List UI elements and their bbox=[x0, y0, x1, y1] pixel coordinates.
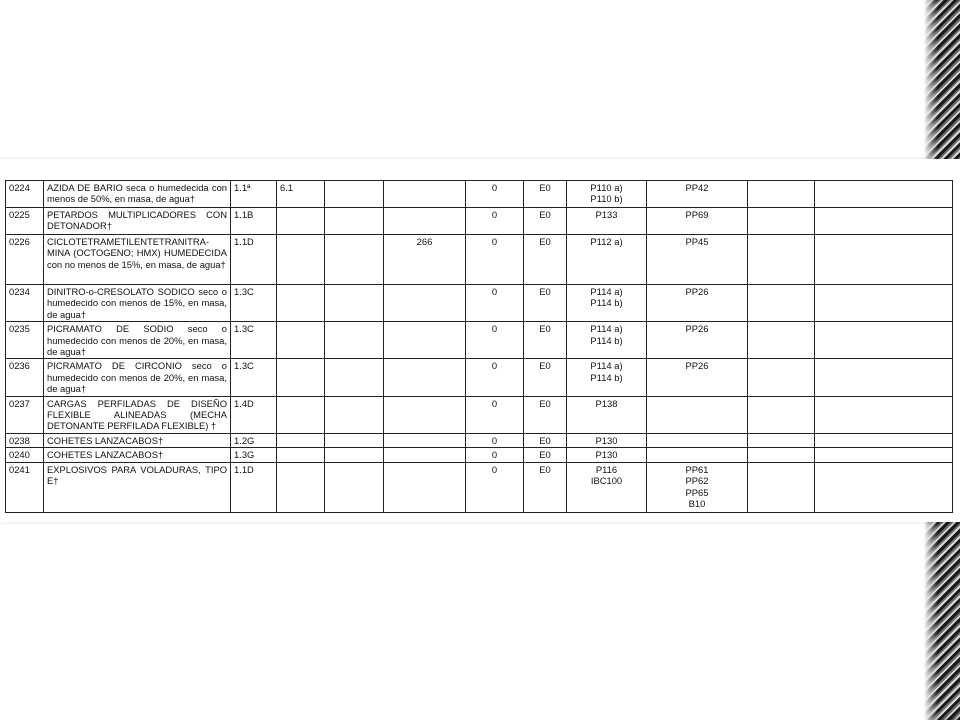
packing-instruction bbox=[567, 359, 647, 396]
un-number: 0226 bbox=[6, 235, 44, 285]
hazard-class: 1.1D bbox=[231, 462, 277, 512]
table-row bbox=[6, 208, 953, 235]
limited-quantity: 0 bbox=[466, 359, 524, 396]
un-number: 0238 bbox=[6, 433, 44, 447]
packing-provision bbox=[647, 235, 748, 285]
limited-quantity: 0 bbox=[466, 396, 524, 433]
substance-name: PETARDOS MULTIPLICADORES CON DETONADOR† bbox=[44, 208, 231, 235]
empty-cell bbox=[748, 396, 815, 433]
table-row bbox=[6, 359, 953, 396]
empty-cell bbox=[748, 433, 815, 447]
packing-instruction-line: IBC100 bbox=[590, 475, 623, 487]
packing-provision bbox=[647, 448, 748, 462]
table-body bbox=[6, 181, 953, 513]
packing-instruction-line: P114 b) bbox=[590, 297, 623, 309]
subsidiary-risk bbox=[277, 322, 325, 359]
packing-instruction-line: P112 a) bbox=[590, 236, 623, 247]
excepted-quantity: E0 bbox=[524, 285, 567, 322]
substance-name: PICRAMATO DE SODIO seco o humedecido con menos de 20%, en masa, de agua† bbox=[44, 322, 231, 359]
packing-instruction-line: P130 bbox=[595, 449, 618, 461]
packing-provision-line: PP69 bbox=[685, 209, 709, 220]
packing-instruction bbox=[567, 448, 647, 462]
packing-instruction bbox=[567, 181, 647, 208]
un-number: 0241 bbox=[6, 462, 44, 512]
packing-provision-line: B10 bbox=[688, 497, 706, 509]
empty-cell bbox=[815, 433, 953, 447]
empty-cell bbox=[748, 359, 815, 396]
table-row bbox=[6, 235, 953, 285]
special-provision bbox=[384, 322, 466, 359]
packing-provision bbox=[647, 285, 748, 322]
excepted-quantity: E0 bbox=[524, 322, 567, 359]
packing-instruction-line: P114 b) bbox=[590, 371, 623, 383]
excepted-quantity: E0 bbox=[524, 235, 567, 285]
packing-provision bbox=[647, 433, 748, 447]
special-provision bbox=[384, 462, 466, 512]
un-number: 0235 bbox=[6, 322, 44, 359]
substance-name: AZIDA DE BARIO seca o humedecida con menos de 50%, en masa, de agua† bbox=[44, 181, 231, 208]
limited-quantity: 0 bbox=[466, 448, 524, 462]
hazard-class: 1.3G bbox=[231, 448, 277, 462]
table-row bbox=[6, 396, 953, 433]
packing-instruction bbox=[567, 322, 647, 359]
excepted-quantity: E0 bbox=[524, 208, 567, 235]
empty-cell bbox=[815, 448, 953, 462]
hazard-class: 1.1D bbox=[231, 235, 277, 285]
un-number: 0236 bbox=[6, 359, 44, 396]
hazard-class: 1.1ª bbox=[231, 181, 277, 208]
substance-name: COHETES LANZACABOS† bbox=[44, 433, 231, 447]
special-provision: 266 bbox=[384, 235, 466, 285]
limited-quantity: 0 bbox=[466, 208, 524, 235]
subsidiary-risk bbox=[277, 208, 325, 235]
limited-quantity: 0 bbox=[466, 235, 524, 285]
special-provision bbox=[384, 359, 466, 396]
empty-cell bbox=[325, 396, 384, 433]
packing-instruction bbox=[567, 396, 647, 433]
limited-quantity: 0 bbox=[466, 285, 524, 322]
packing-instruction-line: P114 a) bbox=[590, 360, 623, 372]
special-provision bbox=[384, 396, 466, 433]
empty-cell bbox=[325, 448, 384, 462]
limited-quantity: 0 bbox=[466, 322, 524, 359]
subsidiary-risk bbox=[277, 396, 325, 433]
table-row bbox=[6, 448, 953, 462]
table-row bbox=[6, 462, 953, 512]
special-provision bbox=[384, 285, 466, 322]
un-number: 0225 bbox=[6, 208, 44, 235]
substance-name: EXPLOSIVOS PARA VOLADURAS, TIPO E† bbox=[44, 462, 231, 512]
packing-provision bbox=[647, 396, 748, 433]
empty-cell bbox=[748, 181, 815, 208]
hazard-class: 1.3C bbox=[231, 322, 277, 359]
packing-instruction-line: P110 b) bbox=[590, 193, 623, 205]
substance-name: CICLOTETRAMETILENTETRANITRA-MINA (OCTOGENO; HMX) HUMEDECIDA con no menos de 15%, en masa, de agua† bbox=[44, 235, 231, 285]
packing-instruction-line: P114 a) bbox=[590, 323, 623, 335]
subsidiary-risk bbox=[277, 433, 325, 447]
subsidiary-risk bbox=[277, 462, 325, 512]
packing-provision-line: PP26 bbox=[685, 323, 709, 335]
table-row bbox=[6, 285, 953, 322]
special-provision bbox=[384, 433, 466, 447]
limited-quantity: 0 bbox=[466, 181, 524, 208]
hazard-class: 1.1B bbox=[231, 208, 277, 235]
packing-instruction-line: P110 a) bbox=[590, 182, 623, 193]
packing-provision bbox=[647, 462, 748, 512]
empty-cell bbox=[815, 235, 953, 285]
empty-cell bbox=[325, 235, 384, 285]
limited-quantity: 0 bbox=[466, 462, 524, 512]
empty-cell bbox=[815, 285, 953, 322]
empty-cell bbox=[748, 285, 815, 322]
packing-provision bbox=[647, 208, 748, 235]
empty-cell bbox=[815, 462, 953, 512]
un-number: 0234 bbox=[6, 285, 44, 322]
special-provision bbox=[384, 448, 466, 462]
table-row bbox=[6, 322, 953, 359]
empty-cell bbox=[748, 462, 815, 512]
substance-name: PICRAMATO DE CIRCONIO seco o humedecido con menos de 20%, en masa, de agua† bbox=[44, 359, 231, 396]
substance-name: DINITRO-o-CRESOLATO SODICO seco o humedecido con menos de 15%, en masa, de agua† bbox=[44, 285, 231, 322]
limited-quantity: 0 bbox=[466, 433, 524, 447]
packing-instruction-line: P114 b) bbox=[590, 334, 623, 346]
empty-cell bbox=[748, 208, 815, 235]
excepted-quantity: E0 bbox=[524, 359, 567, 396]
un-number: 0224 bbox=[6, 181, 44, 208]
empty-cell bbox=[748, 322, 815, 359]
hazard-class: 1.4D bbox=[231, 396, 277, 433]
subsidiary-risk bbox=[277, 285, 325, 322]
empty-cell bbox=[815, 208, 953, 235]
packing-provision bbox=[647, 181, 748, 208]
packing-instruction-line: P138 bbox=[595, 397, 618, 409]
special-provision bbox=[384, 181, 466, 208]
table-row bbox=[6, 181, 953, 208]
excepted-quantity: E0 bbox=[524, 396, 567, 433]
empty-cell bbox=[815, 322, 953, 359]
empty-cell bbox=[815, 181, 953, 208]
packing-instruction bbox=[567, 285, 647, 322]
excepted-quantity: E0 bbox=[524, 448, 567, 462]
empty-cell bbox=[325, 433, 384, 447]
subsidiary-risk bbox=[277, 235, 325, 285]
empty-cell bbox=[325, 322, 384, 359]
packing-instruction bbox=[567, 433, 647, 447]
empty-cell bbox=[325, 285, 384, 322]
packing-instruction bbox=[567, 462, 647, 512]
packing-provision-line: PP42 bbox=[685, 182, 709, 193]
hazard-class: 1.3C bbox=[231, 285, 277, 322]
packing-instruction bbox=[567, 235, 647, 285]
special-provision bbox=[384, 208, 466, 235]
empty-cell bbox=[748, 448, 815, 462]
packing-instruction bbox=[567, 208, 647, 235]
packing-provision bbox=[647, 322, 748, 359]
subsidiary-risk: 6.1 bbox=[277, 181, 325, 208]
empty-cell bbox=[815, 359, 953, 396]
excepted-quantity: E0 bbox=[524, 433, 567, 447]
empty-cell bbox=[325, 208, 384, 235]
packing-provision-line: PP65 bbox=[685, 486, 709, 498]
excepted-quantity: E0 bbox=[524, 462, 567, 512]
empty-cell bbox=[815, 396, 953, 433]
dangerous-goods-table bbox=[5, 180, 953, 513]
substance-name: CARGAS PERFILADAS DE DISEÑO FLEXIBLE ALINEADAS (MECHA DETONANTE PERFILADA FLEXIBLE) † bbox=[44, 396, 231, 433]
packing-instruction-line: P114 a) bbox=[590, 286, 623, 297]
un-number: 0240 bbox=[6, 448, 44, 462]
empty-cell bbox=[325, 359, 384, 396]
empty-cell bbox=[325, 181, 384, 208]
hazard-class: 1.3C bbox=[231, 359, 277, 396]
packing-provision-line: PP26 bbox=[685, 360, 709, 372]
packing-provision-line: PP61 bbox=[685, 463, 709, 475]
un-number: 0237 bbox=[6, 396, 44, 433]
packing-provision-line: PP26 bbox=[685, 286, 709, 297]
packing-instruction-line: P116 bbox=[595, 463, 618, 475]
subsidiary-risk bbox=[277, 359, 325, 396]
packing-instruction-line: P130 bbox=[595, 434, 618, 446]
packing-instruction-line: P133 bbox=[595, 209, 618, 220]
excepted-quantity: E0 bbox=[524, 181, 567, 208]
empty-cell bbox=[325, 462, 384, 512]
empty-cell bbox=[748, 235, 815, 285]
packing-provision-line: PP62 bbox=[685, 475, 709, 487]
packing-provision bbox=[647, 359, 748, 396]
hazard-class: 1.2G bbox=[231, 433, 277, 447]
table-row bbox=[6, 433, 953, 447]
packing-provision-line: PP45 bbox=[685, 236, 709, 247]
substance-name: COHETES LANZACABOS† bbox=[44, 448, 231, 462]
subsidiary-risk bbox=[277, 448, 325, 462]
